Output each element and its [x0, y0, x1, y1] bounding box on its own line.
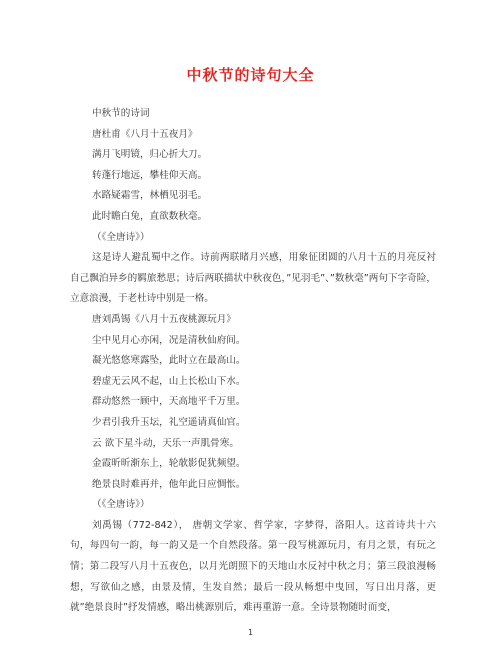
- text-line: 碧虚无云风不起，山上长松山下水。: [92, 375, 246, 387]
- text-line: 凝光悠悠寒露坠，此时立在最高山。: [92, 355, 246, 367]
- text-line: 少君引我升玉坛，礼空遥请真仙官。: [92, 416, 246, 428]
- text-line: 转蓬行地远，攀桂仰天高。: [92, 169, 208, 181]
- text-line: 满月飞明镜，归心折大刀。: [92, 149, 208, 161]
- text-line: 唐刘禹锡《八月十五夜桃源玩月》: [92, 313, 236, 325]
- text-line: 绝景良时难再并，他年此日应惆怅。: [92, 478, 246, 490]
- text-line: 金霞昕昕渐东上，轮欹影促犹频望。: [92, 458, 246, 470]
- paragraph: 这是诗人避乱蜀中之作。诗前两联睹月兴感，用象征团圆的八月十五的月亮反衬自己飘泊异乡的羁旅愁思；诗后两联描状中秋夜色，”见羽毛”、”数秋毫”两句下字奇险，立意浪漫，于老杜诗中别是一格。: [70, 252, 436, 305]
- paragraph: 刘禹锡（772-842）， 唐朝文学家、哲学家，字梦得，洛阳人。这首诗共十六句，每四句一韵，每一韵又是一个自然段落。第一段写桃源玩月，有月之景，有玩之情；第二段写八月十五夜色，以月光朗照下的天地山水反衬中秋之月；第三段浪漫畅想，写欲仙之感，由景及情，生发自然；最后一段从畅想中曳回，写日出月落，更就”绝景良时”抒发情感，略出桃源别后，难再重游一意。全诗景物随时而变，: [70, 519, 436, 614]
- document-body: [70, 104, 436, 619]
- text-line: 尘中见月心亦闲，况是清秋仙府间。: [92, 334, 246, 346]
- text-line: （《全唐诗》）: [92, 499, 150, 511]
- text-line: （《全唐诗》）: [92, 231, 150, 243]
- page-number: 1: [247, 628, 254, 637]
- text-line: 中秋节的诗词: [92, 108, 150, 119]
- text-line: 水路疑霜雪，林栖见羽毛。: [92, 190, 208, 202]
- text-line: 此时瞻白兔，直欲数秋毫。: [92, 210, 208, 222]
- text-line: 群动悠然一顾中，天高地平千万里。: [92, 396, 246, 408]
- text-line: 云 欲下星斗动，天乐一声肌骨寒。: [92, 437, 239, 449]
- document-title: 中秋节的诗句大全: [186, 66, 315, 84]
- text-line: 唐杜甫《八月十五夜月》: [92, 128, 198, 140]
